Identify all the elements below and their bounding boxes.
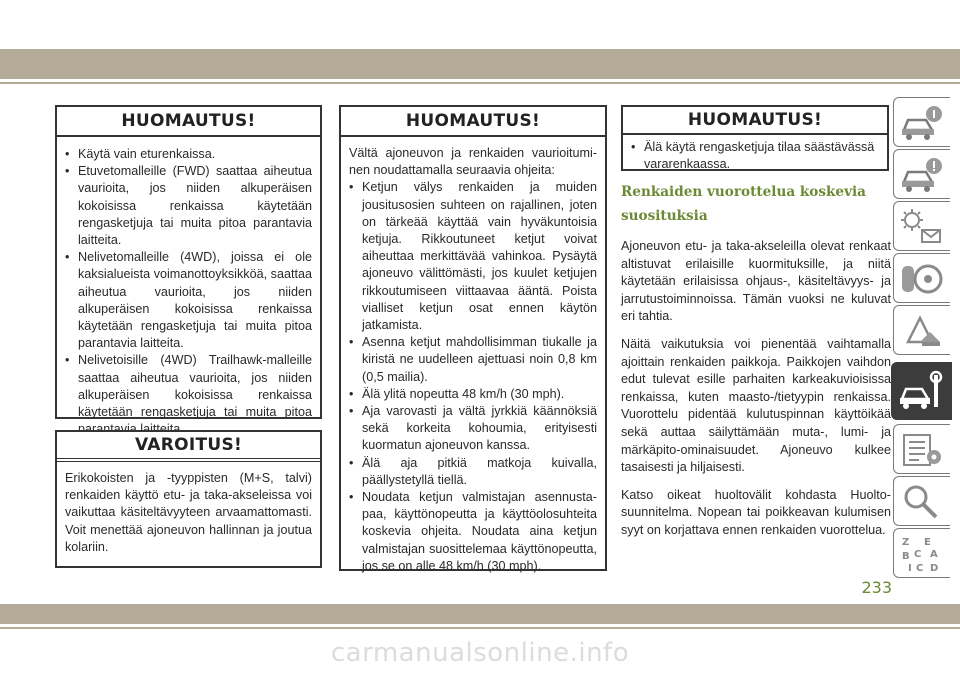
svg-text:E: E — [924, 537, 931, 548]
watermark: carmanualsonline.info — [330, 638, 630, 668]
svg-text:C: C — [916, 563, 924, 574]
header-stripe — [0, 49, 960, 79]
warning-box-title: VAROITUS! — [57, 432, 320, 462]
warning-triangle-car-icon[interactable] — [893, 305, 950, 355]
notice-box-1-list — [65, 146, 312, 438]
notice-box-2-intro: Vältä ajoneuvon ja renkaiden vaurioitumi-nen noudattamalla seuraavia ohjeita: — [349, 146, 597, 178]
list-item: • Älä ylitä nopeutta 48 km/h (30 mph). — [349, 386, 597, 403]
paragraph: Katso oikeat huoltovälit kohdasta Huolto-suunnitelma. Nopean tai poikkeavan kulumisen syyt on korjattava ennen renkaiden vuorottelua. — [621, 487, 891, 537]
list-item: • Aja varovasti ja vältä jyrkkiä käännöksiä sekä korkeita kohoumia, erityisesti kuormatun ajoneuvon kanssa. — [349, 403, 597, 455]
list-item: • Nelivetomalleille (4WD), joissa ei ole kaksialueista voimanottoyksikköä, saattaa aiheutua vaurioita, jos niiden alkuperäisen kokoisissa renkaissa käytetään rengasketjuja tai muita pitoa parantavia laitteita. — [65, 249, 312, 352]
svg-text:Z: Z — [902, 537, 910, 548]
paragraph: Ajoneuvon etu- ja taka-akseleilla olevat renkaat altistuvat erilaisille kuormituksille, ja niitä käytetään erilaisissa ohjaus-, käsiteltävyys- ja jarrutustoiminnoissa. Tämän vuoksi ne kuluvat eri tahtia. — [621, 239, 891, 324]
svg-text:I: I — [908, 563, 912, 574]
steering-airbag-icon[interactable] — [893, 253, 950, 303]
car-info-icon[interactable] — [893, 97, 950, 147]
car-service-tools-icon[interactable] — [891, 362, 952, 420]
dashboard-lights-icon[interactable] — [893, 201, 950, 251]
svg-text:D: D — [930, 563, 939, 574]
list-item: • Älä käytä rengasketjuja tilaa säästävässä vararenkaassa. — [631, 139, 879, 173]
svg-text:B: B — [902, 551, 910, 562]
list-item: • Asenna ketjut mahdollisimman tiukalle ja kiristä ne uudelleen ajettuasi noin 0,8 km (0,5 mailia). — [349, 334, 597, 386]
list-item: • Noudata ketjun valmistajan asennusta-paa, käyttönopeutta ja käyttöolosuhteita koskevia ohjeita. Noudata aina ketjun valmistajan suosittelemaa käyttönopeutta, jos se on alle 48 km/h (30 mph). — [349, 489, 597, 575]
footer-rule — [0, 627, 960, 629]
list-item: • Älä aja pitkiä matkoja kuivalla, päällystetyllä tiellä. — [349, 455, 597, 489]
section-heading — [621, 180, 891, 228]
notice-box-2-title: HUOMAUTUS! — [341, 107, 605, 137]
list-item: • Käytä vain eturenkaissa. — [65, 146, 312, 163]
warning-box — [55, 430, 322, 568]
section-heading-line-2: suosituksia — [621, 208, 708, 224]
alphabet-index-icon[interactable] — [893, 528, 950, 578]
settings-list-icon[interactable] — [893, 424, 950, 474]
list-item: • Nelivetoisille (4WD) Trailhawk-malleille saattaa aiheutua vaurioita, jos niiden alkuperäisen kokoisissa renkaissa käytetään rengasketjuja tai muita pitoa — [65, 352, 312, 438]
tire-rotation-section — [621, 180, 891, 540]
search-icon[interactable] — [893, 476, 950, 526]
notice-box-2 — [339, 105, 607, 571]
svg-text:A: A — [930, 549, 938, 560]
paragraph: Näitä vaikutuksia voi pienentää vaihtamalla ajoittain renkaiden paikkoja. Paikkojen vaihdon edut tulevat esille parhaiten karkeakuvioisissa renkaissa, kuten maasto-/tietyypin renkaissa. Vuorottelu pidentää kulutuspinnan käyttöikää sekä auttaa säilyttämään muta-, lumi- ja märkäpito-ominaisuudet. Ajoneuvo kulkee tasaisesti ja hiljaisesti. — [621, 336, 891, 475]
svg-text:C: C — [914, 549, 922, 560]
notice-box-2-list — [349, 179, 597, 575]
notice-box-1-title: HUOMAUTUS! — [57, 107, 320, 137]
warning-text: Erikokoisten ja -tyyppisten (M+S, talvi) renkaiden käyttö etu- ja taka-akseleissa voi vaikuttaa käsiteltävyyteen arvaamattomasti. Voit menettää ajoneuvon hallinnan ja joutua kolariin. — [65, 471, 312, 554]
list-item: • Ketjun välys renkaiden ja muiden jousitusosien suhteen on rajallinen, joten on tärkeää käyttää vain hyväkuntoisia ketjuja. Rikkoutuneet ketjut voivat aiheuttaa merkittävää vahinkoa. Pysäytä ajoneuvo välittömästi, jos kuulet ketjujen rikkoutumiseen viittaavaa ääntä. Poista vialliset ketjun osat ennen käytön jatkamista. — [349, 179, 597, 334]
section-heading-line-1: Renkaiden vuorottelua koskevia — [621, 184, 866, 200]
notice-box-1 — [55, 105, 322, 419]
notice-box-3-list — [631, 139, 879, 173]
page-number: 233 — [861, 578, 892, 597]
list-item: • Etuvetomalleille (FWD) saattaa aiheutua vaurioita, jos niiden alkuperäisen kokoisissa renkaissa käytetään rengasketjuja tai muita pitoa parantavia laitteita. — [65, 163, 312, 249]
notice-box-3 — [621, 105, 889, 171]
page-top-margin — [0, 0, 960, 49]
car-alert-icon[interactable] — [893, 149, 950, 199]
footer-stripe — [0, 604, 960, 624]
header-rule — [0, 82, 960, 84]
notice-box-3-title: HUOMAUTUS! — [623, 107, 887, 135]
